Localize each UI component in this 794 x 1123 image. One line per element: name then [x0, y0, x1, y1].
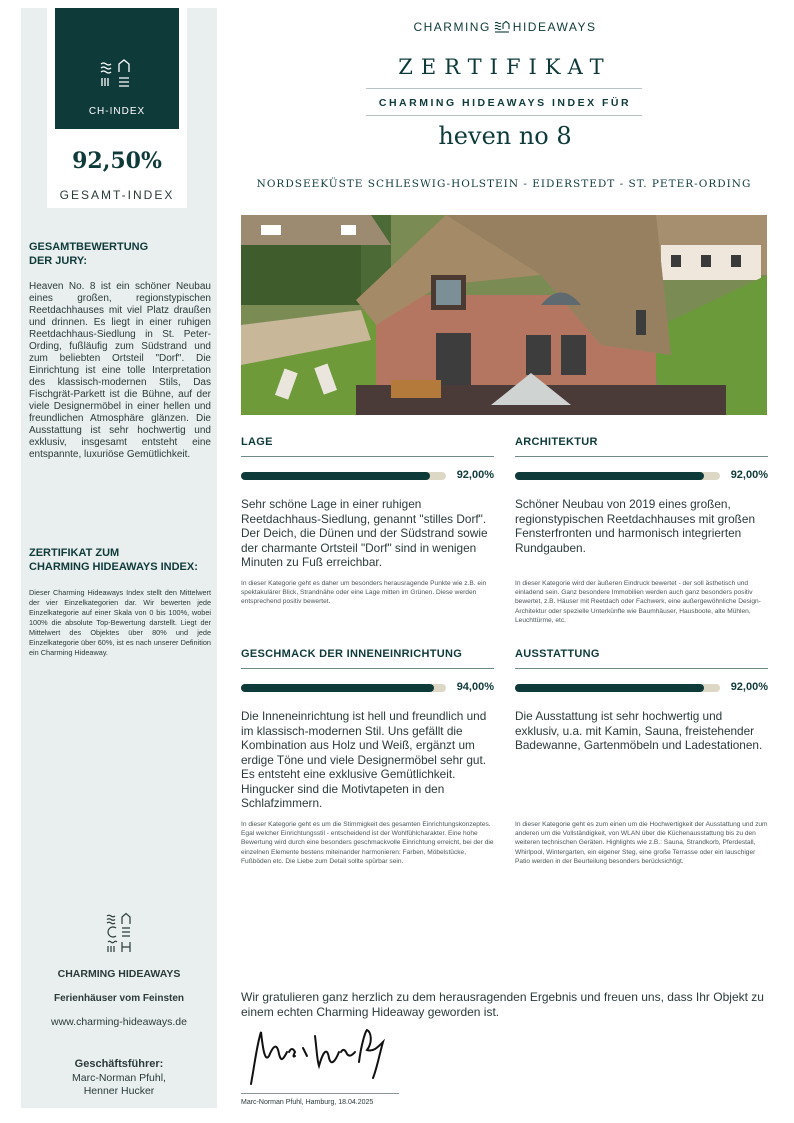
- title-divider: [366, 88, 642, 89]
- company-website[interactable]: www.charming-hideaways.de: [51, 1016, 187, 1028]
- score-bar-fill: [515, 472, 704, 480]
- certificate-title: ZERTIFIKAT: [398, 55, 612, 79]
- cert-heading: [29, 546, 214, 574]
- score-bar: [241, 681, 494, 695]
- ceo-label: Geschäftsführer:: [74, 1058, 164, 1070]
- score-value: 92,00%: [730, 469, 768, 481]
- index-badge: [47, 8, 187, 208]
- score-bar: [515, 681, 768, 695]
- jury-heading-line-1: GESAMTBEWERTUNG: [29, 241, 149, 253]
- badge-dark-panel: [55, 8, 179, 129]
- brand-logo-icon: [494, 20, 510, 34]
- brand-header: [400, 20, 610, 34]
- badge-label: CH-INDEX: [88, 106, 146, 117]
- total-index-label: GESAMT-INDEX: [59, 188, 175, 202]
- category-title: LAGE: [241, 436, 273, 448]
- score-bar: [241, 469, 494, 483]
- company-tagline: Ferienhäuser vom Feinsten: [53, 993, 185, 1004]
- jury-heading: [29, 240, 214, 268]
- category-geschmack: [241, 648, 494, 865]
- total-index-value: 92,50%: [72, 148, 162, 174]
- waves-house-icon: [99, 58, 135, 88]
- category-description: Schöner Neubau von 2019 eines großen, regionstypischen Reetdachhauses mit großen Fensterfronten und harmonisch integrierten Rundgauben.: [515, 497, 756, 555]
- category-description: Die Inneneinrichtung ist hell und freundlich und im klassisch-modernen Stil. Uns gefällt die Kombination aus Holz und Weiß, ergänzt um erdige Töne und viele Designermöbel sehr gut. Es entsteht eine exklusive Gemütlichkeit. Hingucker sind die Motivtapeten in den Schlafzimmern.: [241, 709, 487, 810]
- certificate-subtitle: CHARMING HIDEAWAYS INDEX FÜR: [378, 97, 632, 109]
- category-lage: [241, 436, 494, 606]
- category-note: In dieser Kategorie wird der äußeren Eindruck bewertet - der soll ästhetisch und einladend sein. Ganz besondere Immobilien werden auch ganz besonders positiv bewertet, z.B. Häuser mit Reetdach oder Fachwerk, eine außergewöhnliche Design-Architektur oder spezielle Unterkünfte wie Baumhäuser, Hausboote, alte Mühlen, Leuchttürme, etc.: [515, 580, 761, 624]
- waves-house-logo-icon: [105, 912, 133, 954]
- category-architektur: [515, 436, 768, 624]
- score-value: 92,00%: [456, 469, 494, 481]
- ceo-name-2: Henner Hucker: [83, 1085, 155, 1097]
- score-bar-fill: [241, 684, 434, 692]
- cert-explanation: Dieser Charming Hideaways Index stellt den Mittelwert der vier Einzelkategorien dar. Wir bewerten jede Einzelkategorie auf einer Skala von 0 bis 100%, wobei 100% die absolute Top-Bewertung darstellt. Liegt der Mittelwert des Objektes über 80% und jede Einzelkategorie über 60%, ist es nach unserer Definition ein Charming Hideaway.: [29, 588, 211, 657]
- cert-heading-line-1: ZERTIFIKAT ZUM: [29, 547, 120, 559]
- category-title: GESCHMACK DER INNENEINRICHTUNG: [241, 648, 463, 660]
- category-description: Sehr schöne Lage in einer ruhigen Reetdachhaus-Siedlung, genannt "stilles Dorf". Der Deich, die Dünen und der Südstrand sowie der charmante Ortsteil "Dorf" sind in wenigen Minuten zu Fuß erreichbar.: [241, 497, 488, 569]
- congratulation-text: Wir gratulieren ganz herzlich zu dem herausragenden Ergebnis und freuen uns, dass Ihr Objekt zu einem echten Charming Hideaway geworden ist.: [241, 990, 764, 1019]
- signature-caption: Marc-Norman Pfuhl, Hamburg, 18.04.2025: [241, 1099, 374, 1106]
- category-rule: [515, 456, 768, 457]
- score-value: 94,00%: [456, 681, 494, 693]
- score-bar-track: [515, 684, 720, 692]
- jury-heading-line-2: DER JURY:: [29, 255, 88, 267]
- score-bar-track: [241, 684, 446, 692]
- category-ausstattung: [515, 648, 768, 865]
- category-rule: [241, 668, 494, 669]
- company-name: CHARMING HIDEAWAYS: [57, 968, 181, 980]
- property-name: heven no 8: [438, 122, 572, 150]
- score-value: 92,00%: [730, 681, 768, 693]
- signature-line: [241, 1093, 399, 1094]
- handwritten-signature: [243, 1022, 403, 1092]
- cert-heading-line-2: CHARMING HIDEAWAYS INDEX:: [29, 561, 198, 573]
- score-bar-track: [241, 472, 446, 480]
- brand-right: HIDEAWAYS: [512, 20, 597, 34]
- score-bar-fill: [241, 472, 430, 480]
- brand-left: CHARMING: [413, 20, 491, 34]
- category-title: ARCHITEKTUR: [515, 436, 598, 448]
- category-title: AUSSTATTUNG: [515, 648, 600, 660]
- score-bar-track: [515, 472, 720, 480]
- score-bar: [515, 469, 768, 483]
- category-note: In dieser Kategorie geht es um die Stimmigkeit des gesamten Einrichtungskonzeptes. Egal welcher Einrichtungsstil - entscheidend ist der Wohlfühlcharakter. Eine hohe Bewertung wird durch eine besonders geschmackvolle Einrichtung erreicht, bei der die einzelnen Elemente bestens miteinander harmonieren: Farben, Möbelstücke, Fußböden etc. Die Liebe zum Detail sollte spürbar sein.: [241, 821, 494, 865]
- category-note: In dieser Kategorie geht es zum einen um die Hochwertigkeit der Ausstattung und zum anderen um die Vollständigkeit, von WLAN über die Küchenausstattung bis zu den weiteren technischen Geräten. Highlights wie z.B.: Sauna, Strandkorb, Pferdestall, Whirlpool, Wintergarten, ein eigener Steg, eine große Terrasse oder ein lauschiger Patio werden in der Beurteilung besonders berücksichtigt.: [515, 821, 768, 865]
- score-bar-fill: [515, 684, 704, 692]
- sidebar: [21, 8, 217, 1108]
- category-description: Die Ausstattung ist sehr hochwertig und exklusiv, u.a. mit Kamin, Sauna, freistehender Badewanne, Gartenmöbeln und Ladestationen.: [515, 709, 763, 752]
- category-rule: [241, 456, 494, 457]
- ceo-name-1: Marc-Norman Pfuhl,: [72, 1072, 166, 1084]
- property-location: NORDSEEKÜSTE SCHLESWIG-HOLSTEIN - EIDERSTEDT - ST. PETER-ORDING: [256, 178, 752, 190]
- category-rule: [515, 668, 768, 669]
- property-photo: [241, 215, 767, 415]
- jury-text: Heaven No. 8 ist ein schöner Neubau eines großen, regionstypischen Reetdachhauses mit viel Platz draußen und drinnen. Es liegt in einer ruhigen Reetdachhaus-Siedlung in St. Peter-Ording, fußläufig zum Südstrand und zum beliebten Ortsteil "Dorf". Die Einrichtung ist eine tolle Interpretation des klassisch-modernen Stils, Das Fischgrät-Parkett ist die Bühne, auf der viele Designermöbel in einer hellen und freundlichen Atmosphäre glänzen. Die Ausstattung ist sehr hochwertig und exklusiv, insgesamt entsteht eine entspannte, luxuriöse Gemütlichkeit.: [29, 281, 211, 460]
- subtitle-divider: [366, 115, 642, 116]
- category-note: In dieser Kategorie geht es daher um besonders herausragende Punkte wie z.B. ein spektakulärer Blick, Strandnähe oder eine Lage mitten im Grünen. Diese werden entsprechend positiv bewertet.: [241, 580, 487, 606]
